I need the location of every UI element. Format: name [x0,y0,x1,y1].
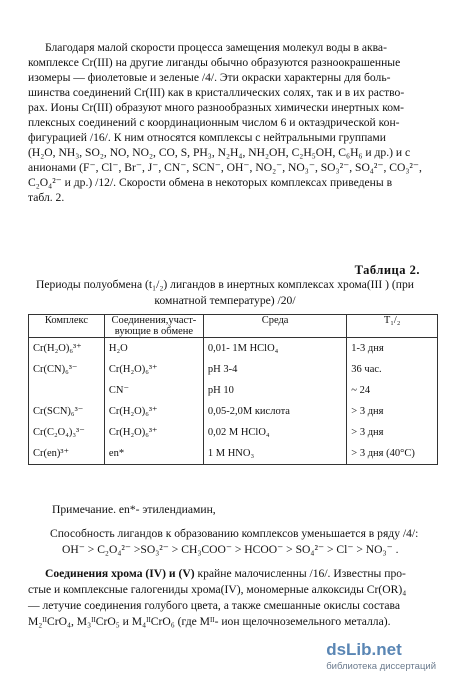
table-cell-half-life: > 3 дня [347,401,438,422]
table-cell-compound: en* [104,443,203,465]
table-cell-complex [29,380,105,401]
text-line: рах. Ионы Cr(III) образуют много разнообразных химически инертных ком- [28,101,405,114]
ligand-series: OH⁻ > C₂O₄²⁻ >SO₃²⁻ > CH₃COO⁻ > HCOO⁻ > SO₄²⁻ > Cl⁻ > NO₃⁻ . [62,543,399,556]
table-cell-half-life: ~ 24 [347,380,438,401]
table-cell-half-life: 36 час. [347,359,438,380]
table-label: Таблица 2. [354,263,420,277]
logo-tagline: библиотека диссертаций [326,661,436,672]
table-cell-medium: 0,01- 1M HClO₄ [203,338,346,360]
table-cell-half-life: > 3 дня (40°C) [347,443,438,465]
table-cell-medium: pH 3-4 [203,359,346,380]
table-row [29,380,438,401]
text-line: M₂ᴵᴵCrO₄, M₃ᴵᴵCrO₅ и M₄ᴵᴵCrO₆ (где Mᴵᴵ- ион щелочноземельного металла). [28,615,391,628]
ligands-line: (H₂O, NH₃, SO₂, NO, NO₂, CO, S, PH₃, N₂H₄, NH₂OH, C₂H₅OH, C₆H₆ и др.) и с [28,146,411,159]
table-cell-medium: 1 M HNO₃ [203,443,346,465]
table-cell-complex: Cr(en)³⁺ [29,443,105,465]
text-line: плексных соединений с координационным числом 6 и октаэдрической кон- [28,116,400,129]
table-cell-complex: Cr(CN)₆³⁻ [29,359,105,380]
column-header: T₁/₂ [347,315,438,338]
table-cell-medium: pH 10 [203,380,346,401]
table-caption: Периоды полуобмена (t₁/₂) лигандов в инертных комплексах хрома(III ) (при [36,278,414,291]
table-cell-compound: Cr(H₂O)₆³⁺ [104,359,203,380]
column-header: Соединения,участ-вующие в обмене [104,315,203,338]
logo-name: dsLib.net [326,640,402,659]
table-row [29,401,438,422]
table-cell-complex: Cr(C₂O₄)₃³⁻ [29,422,105,443]
table-row [29,443,438,465]
table-cell-compound: H₂O [104,338,203,360]
table-cell-compound: CN⁻ [104,380,203,401]
site-logo [326,640,436,672]
series-intro: Способность лигандов к образованию комплексов уменьшается в ряду /4/: [50,527,419,540]
anions-line: анионами (F⁻, Cl⁻, Br⁻, J⁻, CN⁻, SCN⁻, OH⁻, NO₂⁻, NO₃⁻, SO₃²⁻, SO₄²⁻, CO₃²⁻, [28,161,422,174]
text-line: Благодаря малой скорости процесса замещения молекул воды в аква- [45,41,387,54]
table-cell-compound: Cr(H₂O)₆³⁺ [104,422,203,443]
footnote: Примечание. en*- этилендиамин, [52,503,216,516]
text-line [45,566,406,581]
table-cell-medium: 0,05-2,0M кислота [203,401,346,422]
table-cell-half-life: 1-3 дня [347,338,438,360]
text-line: стые и комплексные галогениды хрома(IV), мономерные алкоксиды Cr(OR)₄ [28,583,407,596]
table-cell-compound: Cr(H₂O)₆³⁺ [104,401,203,422]
table-body [29,338,438,465]
text-line: фигурацией /16/. К ним относятся комплексы с нейтральными группами [28,131,386,144]
section-heading: Соединения хрома (IV) и (V) [45,567,195,580]
table-caption-2: комнатной температуре) /20/ [154,294,296,307]
column-header: Среда [203,315,346,338]
table-row [29,422,438,443]
half-life-table [28,314,438,465]
text-line: табл. 2. [28,191,65,204]
table-cell-half-life: > 3 дня [347,422,438,443]
table-cell-medium: 0,02 M HClO₄ [203,422,346,443]
table-cell-complex: Cr(H₂O)₆³⁺ [29,338,105,360]
text-line: — летучие соединения голубого цвета, а также смешанные окислы состава [28,599,401,612]
table-row [29,338,438,360]
text-line: изомеры — фиолетовые и зеленые /4/. Эти окраски характерны для боль- [28,71,391,84]
text-span: крайне малочисленны /16/. Известны про- [194,567,406,580]
text-line: C₂O₄²⁻ и др.) /12/. Скорости обмена в некоторых комплексах приведены в [28,176,393,189]
text-line: комплексе Cr(III) на другие лиганды обычно образуются разноокрашенные [28,56,401,69]
table-row [29,359,438,380]
column-header: Комплекс [29,315,105,338]
table-cell-complex: Cr(SCN)₆³⁻ [29,401,105,422]
text-line: шинства соединений Cr(III) как в кристаллических солях, так и в их раство- [28,86,405,99]
